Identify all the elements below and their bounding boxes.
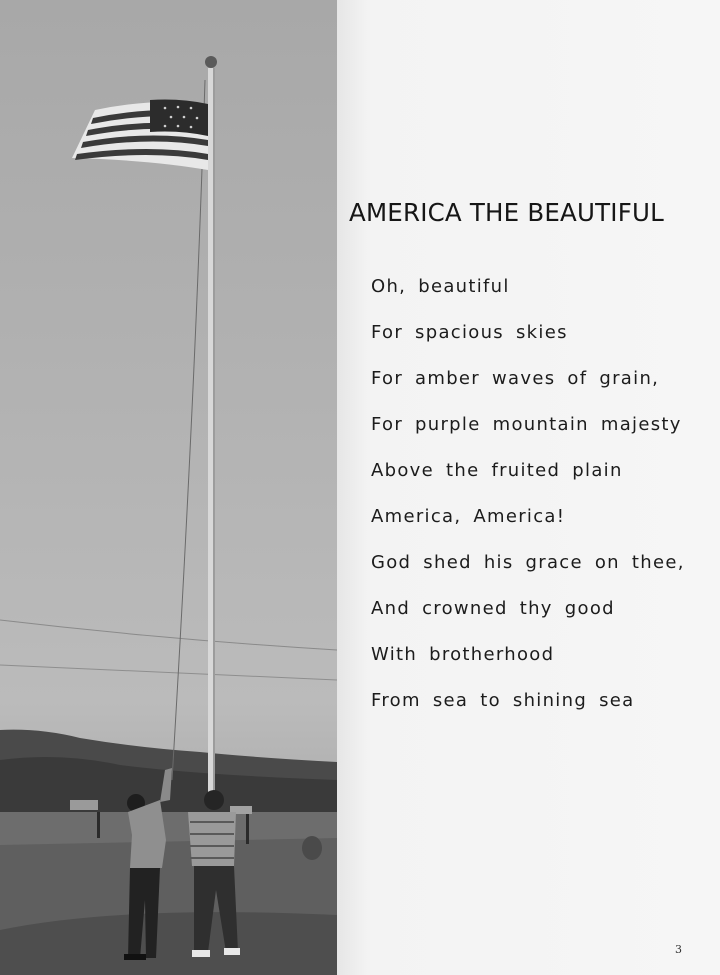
lyric-line: For amber waves of grain,: [371, 368, 660, 389]
lyric-line: For purple mountain majesty: [371, 414, 682, 435]
lyric-line: America, America!: [371, 506, 566, 527]
shrub: [302, 836, 322, 860]
lyric-line: Oh, beautiful: [371, 276, 510, 297]
page-number: 3: [675, 943, 682, 956]
photo-scene: [0, 0, 337, 975]
american-flag: [72, 100, 208, 171]
flagpole-finial: [205, 56, 217, 68]
lyric-line: God shed his grace on thee,: [371, 552, 685, 573]
lyric-line: From sea to shining sea: [371, 690, 635, 711]
fence-post: [97, 812, 100, 838]
lyric-line: Above the fruited plain: [371, 460, 623, 481]
lyric-line: And crowned thy good: [371, 598, 615, 619]
lyrics-page: [337, 0, 720, 975]
lyric-line: For spacious skies: [371, 322, 568, 343]
lyrics-list: [371, 272, 685, 732]
halyard-rope: [172, 80, 205, 780]
fence-post: [246, 814, 249, 844]
distant-building: [70, 800, 98, 810]
flag-raising-photo: [0, 0, 337, 975]
lyric-line: With brotherhood: [371, 644, 555, 665]
page-title: AMERICA THE BEAUTIFUL: [349, 198, 664, 227]
power-line: [0, 665, 337, 680]
power-line: [0, 620, 337, 650]
